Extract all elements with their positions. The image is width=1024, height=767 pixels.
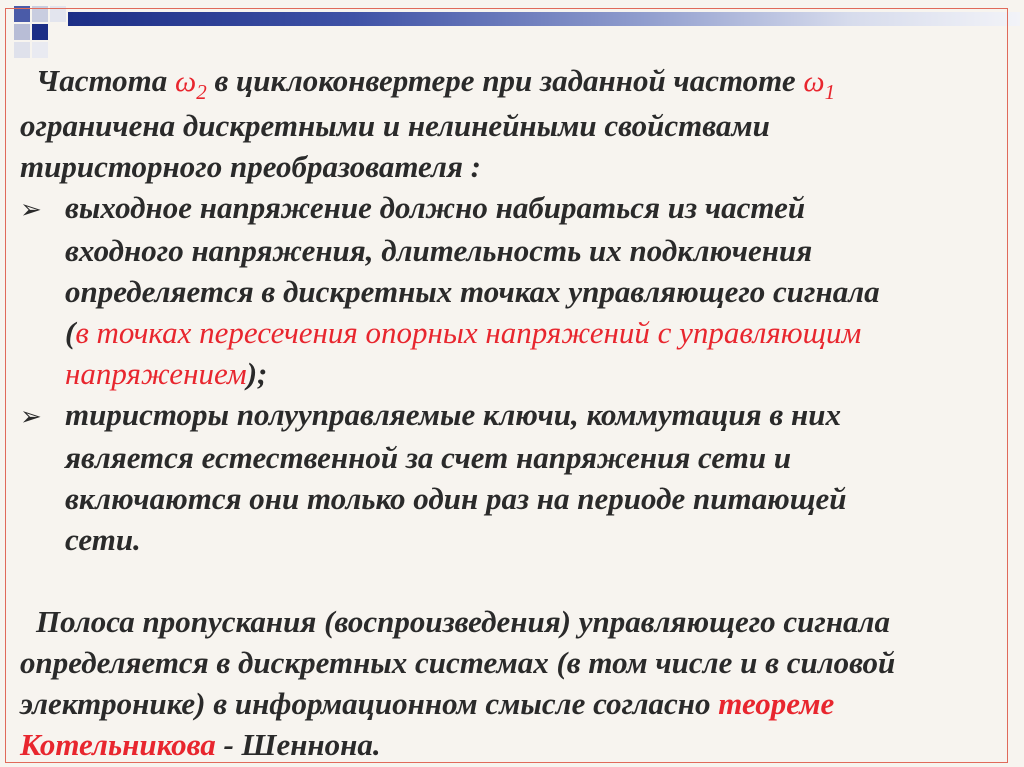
paragraph1-line1 — [20, 60, 1005, 105]
text: ); — [246, 356, 268, 391]
bullet2-line3: включаются они только один раз на периоде питающей — [65, 481, 847, 516]
paragraph2-line1: Полоса пропускания (воспроизведения) управляющего сигнала — [36, 604, 890, 639]
red-text: напряжением — [65, 356, 247, 391]
text: в циклоконвертере при заданной частоте — [206, 63, 804, 98]
bullet2-line4: сети. — [65, 522, 141, 557]
paragraph1-line2: ограничена дискретными и нелинейными свойствами — [20, 108, 770, 143]
text: ( — [65, 315, 76, 350]
paragraph1-line3: тиристорного преобразователя : — [20, 149, 481, 184]
text: - Шеннона. — [215, 727, 381, 762]
omega-symbol: ω — [175, 65, 197, 98]
bullet-arrow-icon: ➢ — [20, 195, 42, 224]
bullet1-line2: входного напряжения, длительность их подключения — [65, 233, 813, 268]
bullet1-line5 — [20, 353, 1005, 394]
red-text: в точках пересечения опорных напряжений с управляющим — [75, 315, 862, 350]
omega-symbol: ω — [803, 65, 825, 98]
slide-content — [20, 60, 1005, 765]
red-text: теореме — [718, 686, 835, 721]
bullet1-line1 — [20, 187, 1005, 230]
bullet2-line1 — [20, 394, 1005, 437]
spacer — [20, 560, 1005, 601]
paragraph2-line4 — [20, 724, 1005, 765]
bullet1-line3: определяется в дискретных точках управляющего сигнала — [65, 274, 880, 309]
paragraph2-line2: определяется в дискретных системах (в том числе и в силовой — [20, 645, 896, 680]
paragraph2-line3 — [20, 683, 1005, 724]
omega-subscript: 1 — [824, 80, 836, 104]
red-text: Котельникова — [20, 727, 216, 762]
text: электронике) в информационном смысле согласно — [20, 686, 719, 721]
omega-subscript: 2 — [196, 80, 207, 104]
bullet2-line2: является естественной за счет напряжения сети и — [65, 440, 792, 475]
text: тиристоры полууправляемые ключи, коммутация в них — [65, 397, 841, 432]
text: выходное напряжение должно набираться из частей — [65, 190, 806, 225]
text: Частота — [36, 63, 176, 98]
bullet-arrow-icon: ➢ — [20, 402, 42, 431]
bullet1-line4 — [20, 312, 1005, 353]
